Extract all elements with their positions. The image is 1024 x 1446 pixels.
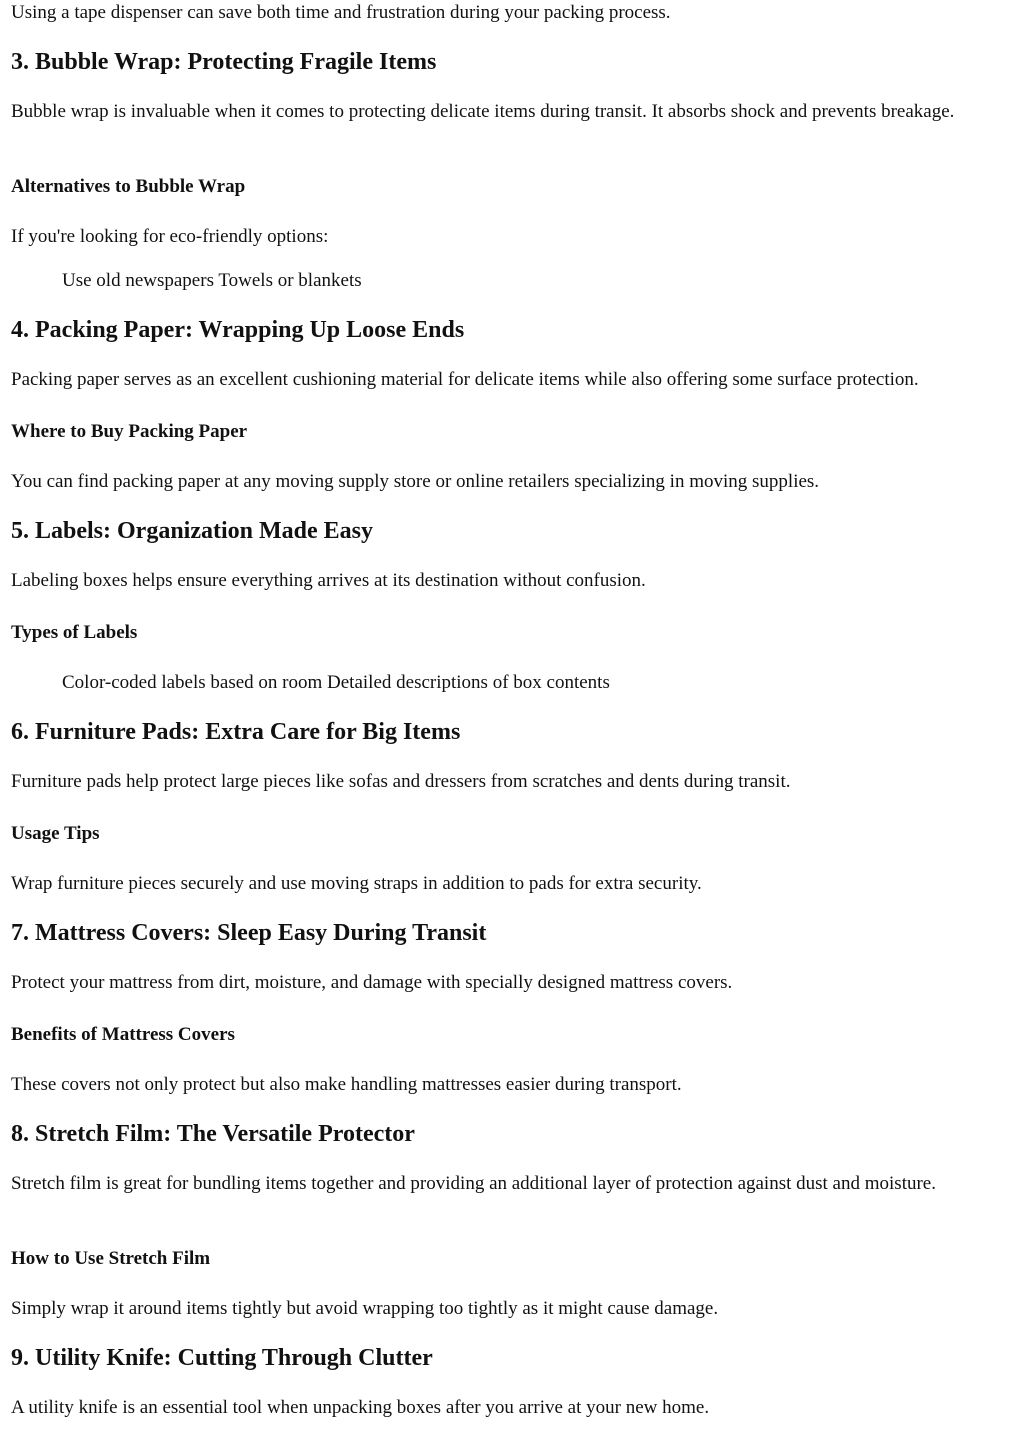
section-5-heading: 5. Labels: Organization Made Easy <box>11 518 374 544</box>
section-7-sub-paragraph: These covers not only protect but also make handling mattresses easier during transport. <box>11 1074 682 1095</box>
section-4-paragraph: Packing paper serves as an excellent cushioning material for delicate items while also offering some surface protection. <box>11 369 919 390</box>
section-6-heading: 6. Furniture Pads: Extra Care for Big Items <box>11 719 461 745</box>
section-9-heading: 9. Utility Knife: Cutting Through Clutter <box>11 1345 433 1371</box>
section-8-paragraph: Stretch film is great for bundling items together and providing an additional layer of protection against dust and moisture. <box>11 1173 936 1194</box>
section-4-heading: 4. Packing Paper: Wrapping Up Loose Ends <box>11 317 465 343</box>
section-8-subheading: How to Use Stretch Film <box>11 1248 211 1269</box>
section-7-subheading: Benefits of Mattress Covers <box>11 1024 235 1045</box>
section-3-paragraph: Bubble wrap is invaluable when it comes to protecting delicate items during transit. It absorbs shock and prevents breakage. <box>11 101 955 122</box>
section-9-paragraph: A utility knife is an essential tool when unpacking boxes after you arrive at your new home. <box>11 1397 710 1418</box>
section-5-list: Color-coded labels based on room Detailed descriptions of box contents <box>62 672 610 693</box>
intro-tail-paragraph: Using a tape dispenser can save both time and frustration during your packing process. <box>11 2 671 23</box>
section-8-sub-paragraph: Simply wrap it around items tightly but avoid wrapping too tightly as it might cause damage. <box>11 1298 719 1319</box>
section-6-subheading: Usage Tips <box>11 823 100 844</box>
section-3-heading: 3. Bubble Wrap: Protecting Fragile Items <box>11 49 437 75</box>
section-8-heading: 8. Stretch Film: The Versatile Protector <box>11 1121 415 1147</box>
section-6-paragraph: Furniture pads help protect large pieces like sofas and dressers from scratches and dents during transit. <box>11 771 791 792</box>
section-4-subheading: Where to Buy Packing Paper <box>11 421 248 442</box>
section-5-paragraph: Labeling boxes helps ensure everything arrives at its destination without confusion. <box>11 570 646 591</box>
section-4-sub-paragraph: You can find packing paper at any moving supply store or online retailers specializing in moving supplies. <box>11 471 820 492</box>
section-3-list: Use old newspapers Towels or blankets <box>62 270 362 291</box>
section-7-heading: 7. Mattress Covers: Sleep Easy During Transit <box>11 920 487 946</box>
section-3-subheading: Alternatives to Bubble Wrap <box>11 176 246 197</box>
section-5-subheading: Types of Labels <box>11 622 138 643</box>
section-3-sub-paragraph: If you're looking for eco-friendly options: <box>11 226 329 247</box>
section-7-paragraph: Protect your mattress from dirt, moisture, and damage with specially designed mattress covers. <box>11 972 733 993</box>
section-6-sub-paragraph: Wrap furniture pieces securely and use moving straps in addition to pads for extra security. <box>11 873 702 894</box>
